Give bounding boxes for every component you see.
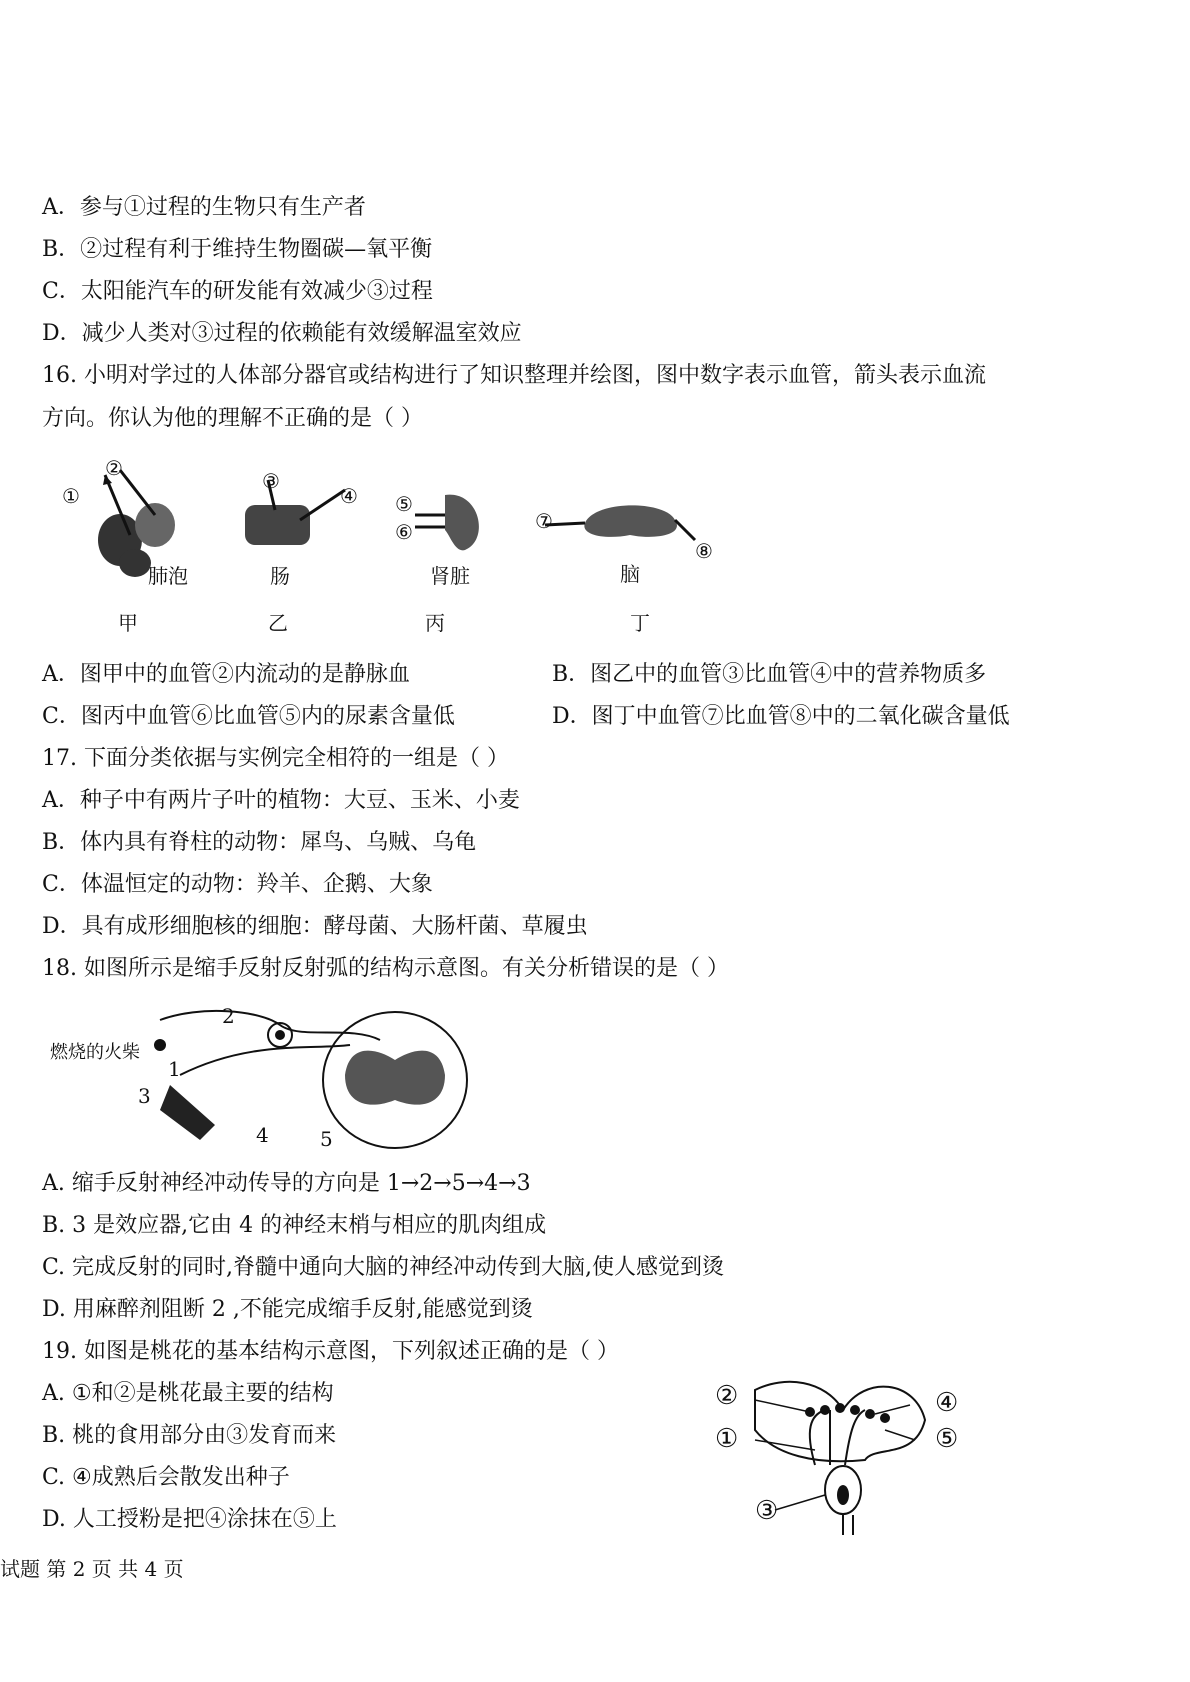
figure-intestine (240, 469, 380, 588)
q17-option-a: A．种子中有两片子叶的植物：大豆、玉米、小麦 (42, 788, 520, 813)
q15-option-c: C．太阳能汽车的研发能有效减少③过程 (42, 279, 433, 304)
q16-option-a: A．图甲中的血管②内流动的是静脉血 (42, 662, 410, 687)
figure-organ-kidney: 肾脏 (430, 564, 470, 588)
figure-caption-bing: 丙 (425, 611, 445, 635)
q18-option-c: C. 完成反射的同时,脊髓中通向大脑的神经冲动传到大脑,使人感觉到烫 (42, 1255, 725, 1280)
q17-option-c: C．体温恒定的动物：羚羊、企鹅、大象 (42, 872, 433, 897)
figure-num-flower-1: ① (715, 1424, 739, 1454)
figure-caption-jia: 甲 (118, 611, 138, 635)
figure-alveolus (60, 455, 210, 588)
q16-option-b: B．图乙中的血管③比血管④中的营养物质多 (552, 662, 987, 687)
figure-num-flower-2: ② (715, 1381, 739, 1411)
figure-kidney (395, 485, 505, 588)
figure-num-flower-3: ③ (755, 1496, 779, 1526)
q19-option-b: B. 桃的食用部分由③发育而来 (42, 1423, 337, 1448)
figure-num-reflex-2: 2 (222, 1004, 235, 1028)
q16-option-c: C．图丙中血管⑥比血管⑤内的尿素含量低 (42, 704, 455, 729)
figure-num-reflex-4: 4 (256, 1123, 269, 1147)
q19-option-a: A. ①和②是桃花最主要的结构 (42, 1381, 334, 1406)
figure-num-flower-5: ⑤ (935, 1424, 959, 1454)
figure-caption-ding: 丁 (630, 611, 650, 635)
figure-caption-yi: 乙 (268, 611, 288, 635)
q16-option-d: D．图丁中血管⑦比血管⑧中的二氧化碳含量低 (552, 704, 1010, 729)
q16-stem-line1: 16. 小明对学过的人体部分器官或结构进行了知识整理并绘图，图中数字表示血管，箭头表示血流 (42, 363, 986, 388)
figure-reflex-arc (50, 1000, 470, 1150)
q15-option-d: D．减少人类对③过程的依赖能有效缓解温室效应 (42, 321, 522, 346)
figure-num-reflex-5: 5 (320, 1127, 333, 1151)
figure-num-1: ① (62, 484, 80, 508)
figure-num-reflex-3: 3 (138, 1084, 151, 1108)
q15-option-b: B．②过程有利于维持生物圈碳—氧平衡 (42, 237, 433, 262)
q18-option-b: B. 3 是效应器,它由 4 的神经末梢与相应的肌肉组成 (42, 1213, 547, 1238)
figure-label-match: 燃烧的火柴 (50, 1042, 140, 1063)
q19-option-d: D. 人工授粉是把④涂抹在⑤上 (42, 1507, 337, 1532)
figure-num-5: ⑤ (395, 492, 413, 516)
figure-organ-intestine: 肠 (270, 564, 290, 588)
figure-num-8: ⑧ (695, 539, 713, 563)
figure-num-flower-4: ④ (935, 1388, 959, 1418)
figure-num-6: ⑥ (395, 520, 413, 544)
figure-num-2: ② (105, 456, 123, 480)
q17-option-d: D．具有成形细胞核的细胞：酵母菌、大肠杆菌、草履虫 (42, 914, 588, 939)
q15-option-a: A．参与①过程的生物只有生产者 (42, 195, 366, 220)
figure-brain (535, 495, 720, 585)
figure-num-7: ⑦ (535, 509, 553, 533)
q18-option-a: A. 缩手反射神经冲动传导的方向是 1→2→5→4→3 (42, 1171, 531, 1196)
q16-stem-line2: 方向。你认为他的理解不正确的是（ ） (42, 406, 423, 431)
q17-option-b: B．体内具有脊柱的动物：犀鸟、乌贼、乌龟 (42, 830, 477, 855)
figure-num-4: ④ (340, 484, 358, 508)
page-footer: 试题 第 2 页 共 4 页 (0, 1557, 184, 1581)
figure-organ-alveolus: 肺泡 (148, 564, 188, 588)
q19-option-c: C. ④成熟后会散发出种子 (42, 1465, 290, 1490)
q17-stem: 17. 下面分类依据与实例完全相符的一组是（ ） (42, 746, 509, 771)
figure-num-3: ③ (262, 469, 280, 493)
q18-option-d: D. 用麻醉剂阻断 2 ,不能完成缩手反射,能感觉到烫 (42, 1297, 533, 1322)
q19-stem: 19. 如图是桃花的基本结构示意图，下列叙述正确的是（ ） (42, 1339, 619, 1364)
figure-num-reflex-1: 1 (168, 1057, 181, 1081)
q18-stem: 18. 如图所示是缩手反射反射弧的结构示意图。有关分析错误的是（ ） (42, 956, 729, 981)
figure-organ-brain: 脑 (620, 562, 640, 586)
figure-peach-flower (715, 1370, 970, 1535)
